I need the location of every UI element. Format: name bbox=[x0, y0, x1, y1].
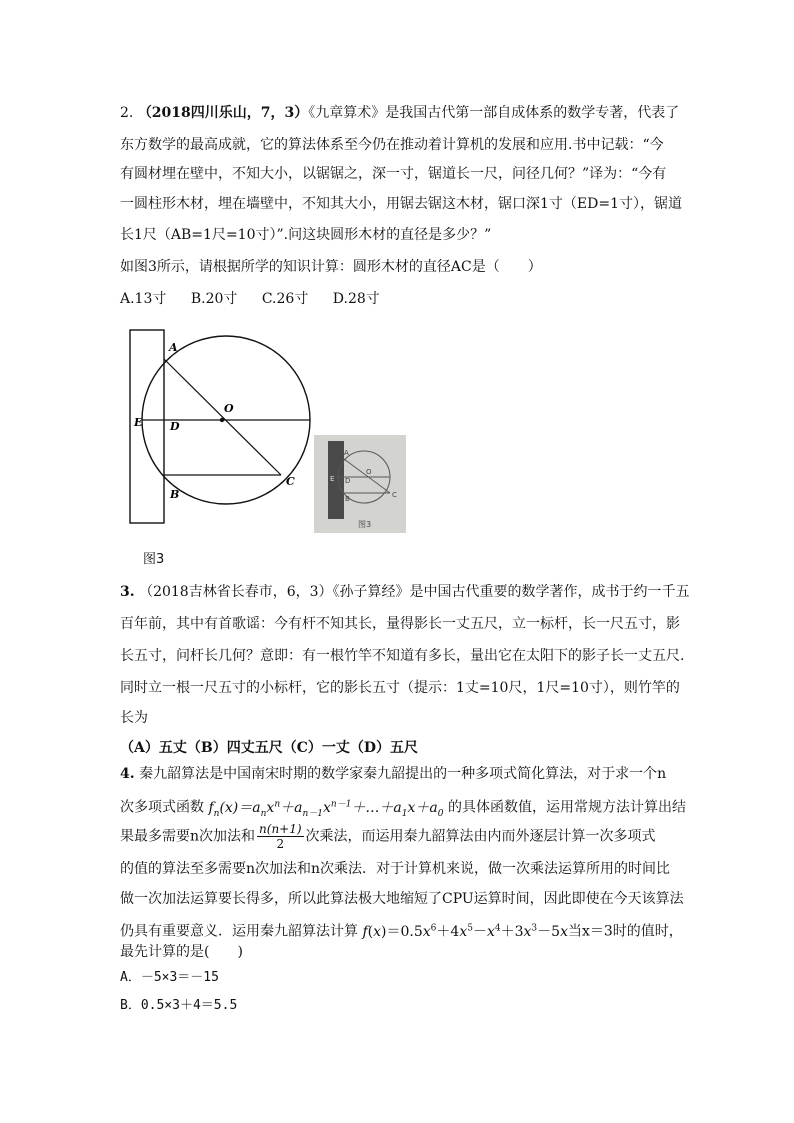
q3-line-4: 同时立一根一尺五寸的小标杆，它的影长五寸（提示：1丈=10尺，1尺=10寸），则竹竿的 bbox=[120, 680, 680, 696]
q4-line-4: 的值的算法至多需要n次加法和n次乘法．对于计算机来说，做一次乘法运算所用的时间比 bbox=[120, 861, 671, 877]
q2-line-6: 如图3所示，请根据所学的知识计算：圆形木材的直径AC是（ ） bbox=[120, 259, 542, 275]
svg-text:C: C bbox=[392, 491, 397, 499]
q4-line-3: 果最多需要n次加法和 $\frac{n(n+1)}{2}$ 次乘法，而运用秦九韶算法由内而外逐层计算一次多项式 bbox=[120, 822, 656, 851]
q2-line-5: 长1尺（AB=1尺=10寸）”.问这块圆形木材的直径是多少？” bbox=[120, 227, 492, 243]
q4-option-b: B．0.5×3＋4＝5.5 bbox=[120, 998, 238, 1013]
q2-line-3: 有圆材埋在壁中，不知大小，以锯锯之，深一寸，锯道长一尺，问径几何？”译为：“今有 bbox=[120, 166, 667, 182]
fraction: $\frac{n(n+1)}{2}$ bbox=[259, 822, 302, 851]
diameter-ac bbox=[164, 359, 281, 475]
svg-text:O: O bbox=[366, 468, 372, 476]
q4-number: 4. bbox=[120, 766, 135, 782]
label-e: E bbox=[134, 416, 143, 429]
q2-line-1 bbox=[120, 103, 679, 123]
svg-text:E: E bbox=[330, 475, 335, 483]
photo-figure bbox=[314, 435, 406, 533]
q3-line-1 bbox=[120, 582, 690, 602]
svg-text:A: A bbox=[344, 449, 349, 457]
q3-text-1: 《孙子算经》是中国古代重要的数学著作，成书于约一千五 bbox=[332, 584, 690, 600]
q3-source: （2018吉林省长春市，6，3） bbox=[139, 584, 333, 600]
svg-text:B: B bbox=[345, 495, 350, 503]
q2-options bbox=[120, 289, 380, 309]
q4-line-2: 次多项式函数 $f_n(x)=a_nx^n+a_{n-1}x^{n-1}+\dots+a_1x+a_0$ 的具体函数值，运用常规方法计算出结 bbox=[120, 799, 686, 819]
circle-diagram bbox=[126, 328, 316, 528]
q3-line-5: 长为 bbox=[120, 710, 148, 726]
q4-line-5: 做一次加法运算要长得多，所以此算法极大地缩短了CPU运算时间，因此即使在今天该算法 bbox=[120, 891, 684, 907]
q4-line-7: 最先计算的是( ) bbox=[120, 944, 243, 960]
svg-text:D: D bbox=[345, 477, 351, 485]
q4-text-1: 秦九韶算法是中国南宋时期的数学家秦九韶提出的一种多项式简化算法，对于求一个n bbox=[139, 766, 667, 782]
q3-options: （A）五丈（B）四丈五尺（C）一丈（D）五尺 bbox=[120, 740, 418, 756]
label-d: D bbox=[170, 420, 180, 433]
q2-number: 2. bbox=[120, 105, 134, 121]
q2-line-2: 东方数学的最高成就，它的算法体系至今仍在推动着计算机的发展和应用.书中记载：“今 bbox=[120, 137, 664, 153]
q2-source: （2018四川乐山，7，3） bbox=[137, 105, 309, 121]
label-b: B bbox=[170, 488, 180, 501]
q3-line-2: 百年前，其中有首歌谣：今有杆不知其长，量得影长一丈五尺，立一标杆，长一尺五寸，影 bbox=[120, 616, 680, 632]
label-o: O bbox=[224, 402, 234, 415]
q3-number: 3. bbox=[120, 584, 135, 600]
evaluated-function: $f(x)=0.5x^6+4x^5-x^4+3x^3-5x$ bbox=[362, 923, 568, 940]
q2-line-4: 一圆柱形木材，埋在墙壁中，不知其大小，用锯去锯这木材，锯口深1寸（ED=1寸），锯道 bbox=[120, 196, 682, 212]
figure-caption: 图3 bbox=[143, 552, 165, 567]
photo-caption: 图3 bbox=[358, 520, 372, 529]
label-a: A bbox=[169, 341, 178, 354]
q2-option-b: B.20寸 bbox=[190, 291, 238, 307]
q4-line-1 bbox=[120, 764, 666, 784]
q4-option-a: A．－5×3＝－15 bbox=[120, 970, 219, 985]
q2-option-c: C.26寸 bbox=[261, 291, 309, 307]
q2-option-d: D.28寸 bbox=[332, 291, 380, 307]
q4-line-6: 仍具有重要意义．运用秦九韶算法计算 $f(x)=0.5x^6+4x^5-x^4+3x^3-5x$当x＝3时的值时， bbox=[120, 923, 683, 940]
original-figure-photo bbox=[314, 435, 406, 533]
center-point-o bbox=[220, 418, 224, 422]
q3-line-3: 长五寸，问杆长几何？意即：有一根竹竿不知道有多长，量出它在太阳下的影子长一丈五尺. bbox=[120, 648, 685, 664]
q2-text-1: 《九章算术》是我国古代第一部自成体系的数学专著，代表了 bbox=[308, 105, 680, 121]
q2-option-a: A.13寸 bbox=[120, 291, 167, 307]
polynomial-formula: $f_n(x)=a_nx^n+a_{n-1}x^{n-1}+\dots+a_1x+a_0$ bbox=[208, 799, 444, 819]
label-c: C bbox=[286, 475, 295, 488]
